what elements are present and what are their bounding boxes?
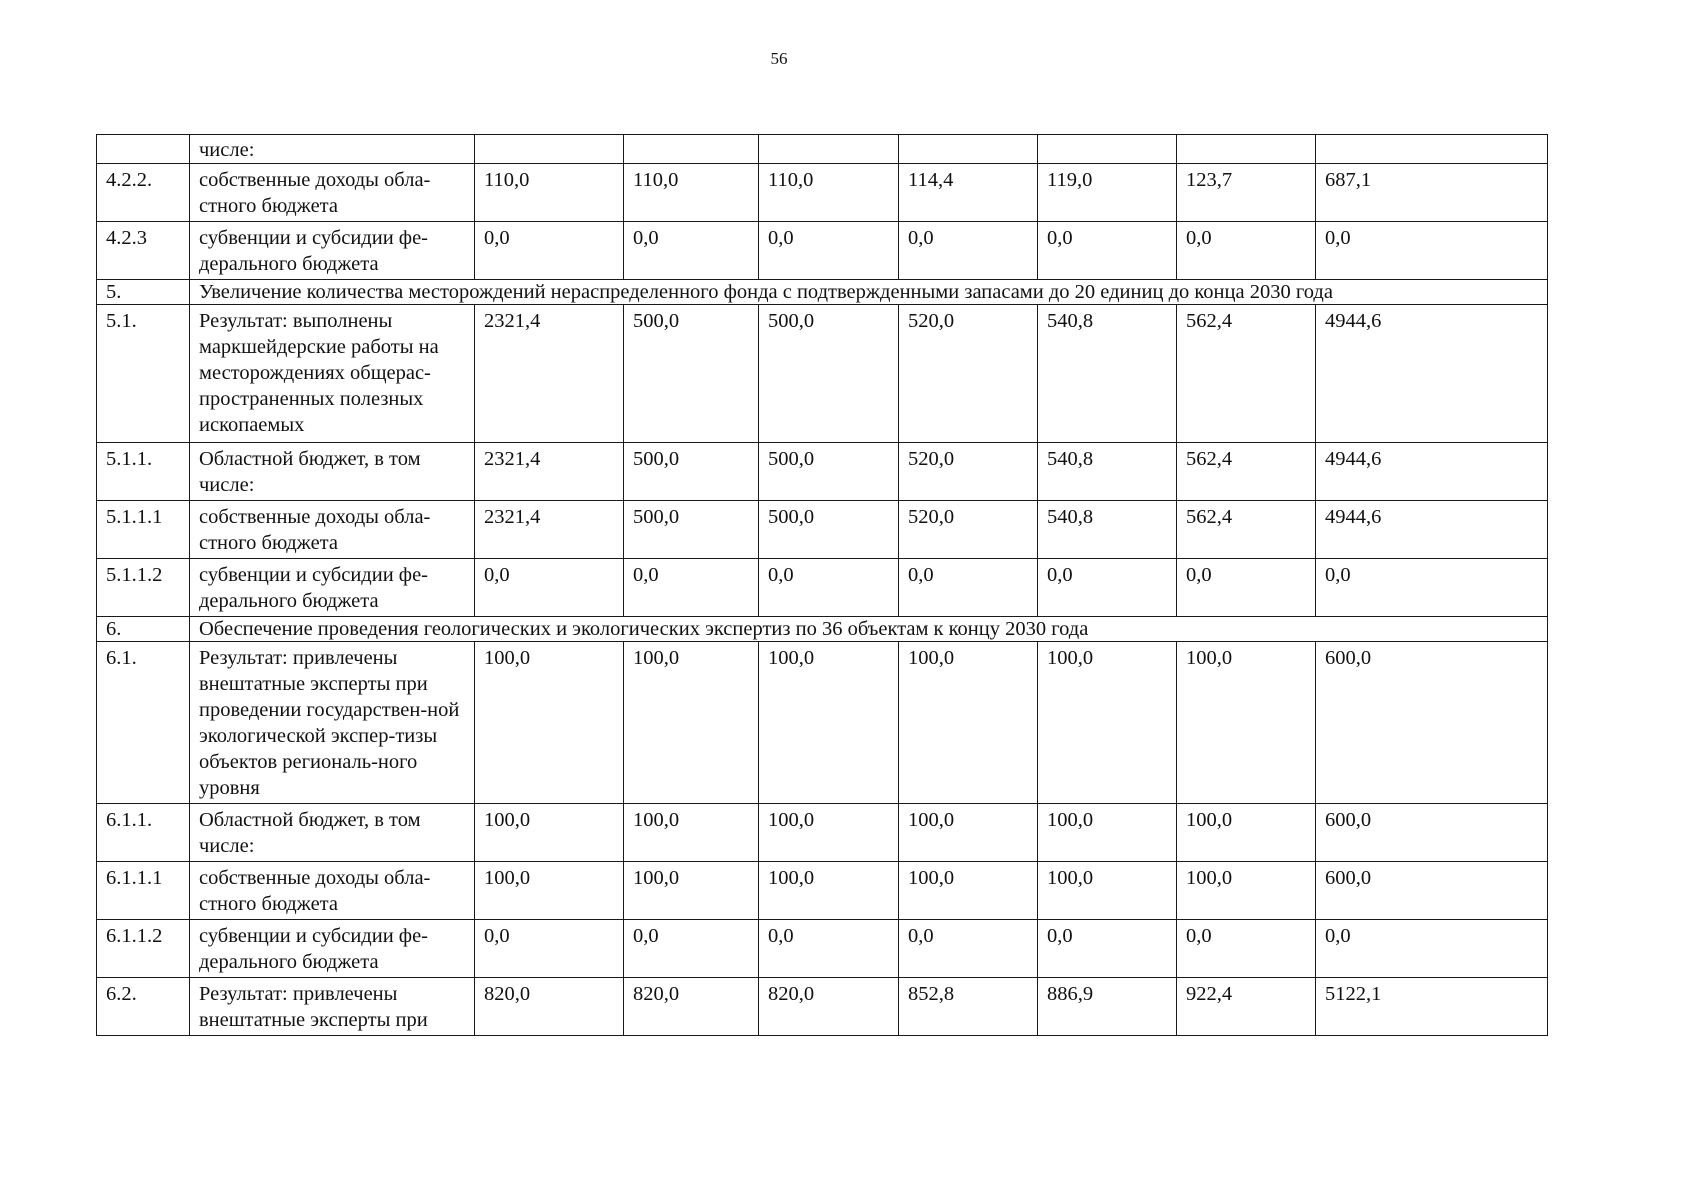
table-row xyxy=(97,559,1548,617)
description-cell: субвенции и субсидии фе-дерального бюджета xyxy=(190,920,475,978)
year-value-cell: 540,8 xyxy=(1038,305,1177,443)
total-value-cell xyxy=(1316,135,1548,164)
year-value-cell: 100,0 xyxy=(899,804,1038,862)
year-value-cell: 100,0 xyxy=(899,642,1038,804)
page-number: 56 xyxy=(770,49,788,68)
year-value-cell: 540,8 xyxy=(1038,501,1177,559)
year-value-cell: 0,0 xyxy=(899,920,1038,978)
description-cell: собственные доходы обла-стного бюджета xyxy=(190,501,475,559)
table-row xyxy=(97,978,1548,1036)
year-value-cell: 2321,4 xyxy=(475,501,624,559)
description-cell: субвенции и субсидии фе-дерального бюджета xyxy=(190,222,475,280)
year-value-cell: 540,8 xyxy=(1038,443,1177,501)
row-number-cell: 6. xyxy=(97,617,190,642)
year-value-cell: 100,0 xyxy=(899,862,1038,920)
section-row xyxy=(97,617,1548,642)
year-value-cell: 0,0 xyxy=(1038,222,1177,280)
table-row xyxy=(97,862,1548,920)
row-number-cell: 5. xyxy=(97,280,190,305)
section-row xyxy=(97,280,1548,305)
year-value-cell xyxy=(1038,135,1177,164)
year-value-cell: 0,0 xyxy=(759,222,899,280)
table-row xyxy=(97,443,1548,501)
year-value-cell: 100,0 xyxy=(475,862,624,920)
description-cell: собственные доходы обла-стного бюджета xyxy=(190,862,475,920)
description-cell: Результат: привлечены внештатные эксперты при проведении государствен-ной экологической экспер-тизы объектов региональ-ного уровня xyxy=(190,642,475,804)
table-row xyxy=(97,135,1548,164)
year-value-cell: 820,0 xyxy=(624,978,759,1036)
description-cell: Областной бюджет, в том числе: xyxy=(190,443,475,501)
year-value-cell: 100,0 xyxy=(1177,804,1316,862)
total-value-cell: 0,0 xyxy=(1316,222,1548,280)
description-cell: числе: xyxy=(190,135,475,164)
year-value-cell: 100,0 xyxy=(624,804,759,862)
year-value-cell: 100,0 xyxy=(759,642,899,804)
year-value-cell: 100,0 xyxy=(1038,642,1177,804)
year-value-cell: 500,0 xyxy=(759,305,899,443)
year-value-cell: 0,0 xyxy=(1038,920,1177,978)
year-value-cell: 922,4 xyxy=(1177,978,1316,1036)
table-row xyxy=(97,920,1548,978)
year-value-cell xyxy=(1177,135,1316,164)
year-value-cell: 0,0 xyxy=(475,920,624,978)
year-value-cell: 562,4 xyxy=(1177,443,1316,501)
total-value-cell: 0,0 xyxy=(1316,920,1548,978)
row-number-cell xyxy=(97,135,190,164)
row-number-cell: 5.1.1.1 xyxy=(97,501,190,559)
year-value-cell: 820,0 xyxy=(475,978,624,1036)
year-value-cell: 0,0 xyxy=(899,222,1038,280)
year-value-cell: 2321,4 xyxy=(475,305,624,443)
year-value-cell: 0,0 xyxy=(624,920,759,978)
year-value-cell: 562,4 xyxy=(1177,305,1316,443)
total-value-cell: 4944,6 xyxy=(1316,501,1548,559)
total-value-cell: 4944,6 xyxy=(1316,443,1548,501)
year-value-cell: 852,8 xyxy=(899,978,1038,1036)
year-value-cell: 114,4 xyxy=(899,164,1038,222)
row-number-cell: 4.2.2. xyxy=(97,164,190,222)
year-value-cell: 500,0 xyxy=(624,443,759,501)
year-value-cell: 886,9 xyxy=(1038,978,1177,1036)
year-value-cell: 0,0 xyxy=(624,222,759,280)
year-value-cell: 0,0 xyxy=(899,559,1038,617)
year-value-cell: 562,4 xyxy=(1177,501,1316,559)
row-number-cell: 4.2.3 xyxy=(97,222,190,280)
year-value-cell: 0,0 xyxy=(1177,920,1316,978)
year-value-cell: 500,0 xyxy=(759,443,899,501)
year-value-cell: 100,0 xyxy=(475,642,624,804)
year-value-cell: 500,0 xyxy=(759,501,899,559)
year-value-cell: 0,0 xyxy=(1177,559,1316,617)
row-number-cell: 6.1.1. xyxy=(97,804,190,862)
row-number-cell: 6.1.1.1 xyxy=(97,862,190,920)
total-value-cell: 600,0 xyxy=(1316,642,1548,804)
description-cell: субвенции и субсидии фе-дерального бюджета xyxy=(190,559,475,617)
year-value-cell: 0,0 xyxy=(1038,559,1177,617)
table-row xyxy=(97,164,1548,222)
year-value-cell: 100,0 xyxy=(624,642,759,804)
year-value-cell: 100,0 xyxy=(624,862,759,920)
table-row xyxy=(97,305,1548,443)
year-value-cell: 0,0 xyxy=(475,559,624,617)
year-value-cell: 0,0 xyxy=(759,559,899,617)
year-value-cell xyxy=(759,135,899,164)
total-value-cell: 0,0 xyxy=(1316,559,1548,617)
year-value-cell: 520,0 xyxy=(899,501,1038,559)
year-value-cell: 2321,4 xyxy=(475,443,624,501)
year-value-cell: 100,0 xyxy=(1038,862,1177,920)
year-value-cell: 820,0 xyxy=(759,978,899,1036)
section-title-cell: Обеспечение проведения геологических и экологических экспертиз по 36 объектам к концу 2030 года xyxy=(190,617,1548,642)
year-value-cell: 100,0 xyxy=(1177,642,1316,804)
year-value-cell: 100,0 xyxy=(759,862,899,920)
row-number-cell: 5.1.1.2 xyxy=(97,559,190,617)
table-row xyxy=(97,804,1548,862)
budget-table xyxy=(96,134,1548,1036)
row-number-cell: 6.2. xyxy=(97,978,190,1036)
total-value-cell: 4944,6 xyxy=(1316,305,1548,443)
year-value-cell: 520,0 xyxy=(899,443,1038,501)
table-row xyxy=(97,642,1548,804)
total-value-cell: 5122,1 xyxy=(1316,978,1548,1036)
year-value-cell: 110,0 xyxy=(759,164,899,222)
table-row xyxy=(97,222,1548,280)
description-cell: собственные доходы обла-стного бюджета xyxy=(190,164,475,222)
table-row xyxy=(97,501,1548,559)
year-value-cell: 100,0 xyxy=(1177,862,1316,920)
year-value-cell: 100,0 xyxy=(475,804,624,862)
description-cell: Результат: привлечены внештатные эксперты при xyxy=(190,978,475,1036)
year-value-cell: 0,0 xyxy=(475,222,624,280)
row-number-cell: 5.1.1. xyxy=(97,443,190,501)
year-value-cell: 110,0 xyxy=(624,164,759,222)
total-value-cell: 600,0 xyxy=(1316,804,1548,862)
year-value-cell: 500,0 xyxy=(624,501,759,559)
year-value-cell: 100,0 xyxy=(1038,804,1177,862)
year-value-cell: 520,0 xyxy=(899,305,1038,443)
description-cell: Результат: выполнены маркшейдерские работы на месторождениях общерас-пространенных полезных ископаемых xyxy=(190,305,475,443)
total-value-cell: 600,0 xyxy=(1316,862,1548,920)
year-value-cell: 0,0 xyxy=(624,559,759,617)
year-value-cell xyxy=(624,135,759,164)
year-value-cell: 0,0 xyxy=(1177,222,1316,280)
description-cell: Областной бюджет, в том числе: xyxy=(190,804,475,862)
row-number-cell: 5.1. xyxy=(97,305,190,443)
year-value-cell: 119,0 xyxy=(1038,164,1177,222)
year-value-cell: 110,0 xyxy=(475,164,624,222)
year-value-cell xyxy=(899,135,1038,164)
row-number-cell: 6.1.1.2 xyxy=(97,920,190,978)
row-number-cell: 6.1. xyxy=(97,642,190,804)
year-value-cell: 100,0 xyxy=(759,804,899,862)
section-title-cell: Увеличение количества месторождений нераспределенного фонда с подтвержденными запасами до 20 единиц до конца 2030 года xyxy=(190,280,1548,305)
year-value-cell: 500,0 xyxy=(624,305,759,443)
year-value-cell: 0,0 xyxy=(759,920,899,978)
year-value-cell: 123,7 xyxy=(1177,164,1316,222)
year-value-cell xyxy=(475,135,624,164)
total-value-cell: 687,1 xyxy=(1316,164,1548,222)
